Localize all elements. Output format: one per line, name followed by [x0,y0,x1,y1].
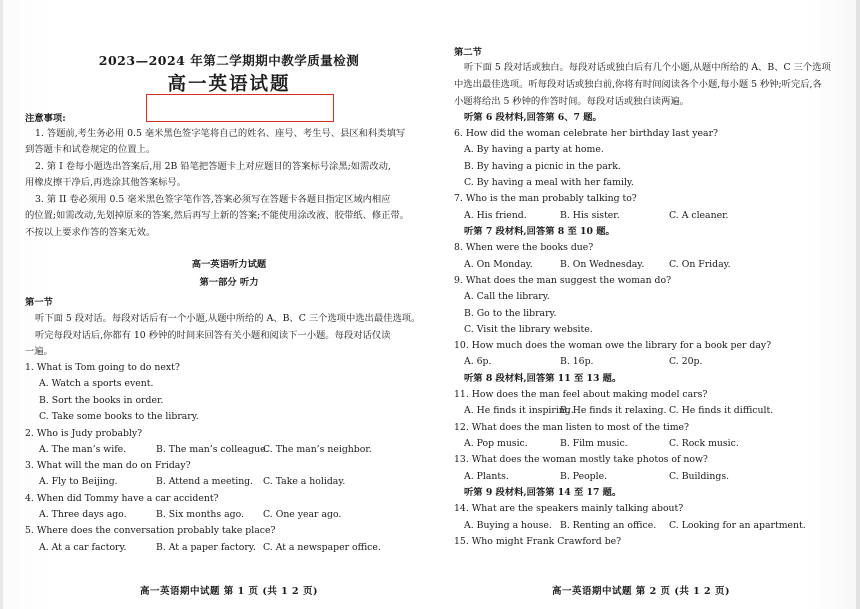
notice-line: 到答题卡和试卷规定的位置上。 [25,144,156,155]
question-5: 5. Where does the conversation probably take place? [25,525,276,536]
option: B. Attend a meeting. [156,476,254,487]
option: C. Rock music. [669,438,739,449]
question-2: 2. Who is Judy probably? [25,428,143,439]
notice-header: 注意事项: [25,113,66,124]
option: B. His sister. [560,210,620,221]
scan-edge-right [856,0,860,609]
question-9: 9. What does the man suggest the woman do? [454,275,672,286]
option: B. Renting an office. [560,520,657,531]
notice-line: 不按以上要求作答的答案无效。 [25,227,156,238]
material-7-label: 听第 7 段材料,回答第 8 至 10 题。 [464,226,615,237]
option: C. He finds it difficult. [669,405,774,416]
question-7: 7. Who is the man probably talking to? [454,193,637,204]
material-9-label: 听第 9 段材料,回答第 14 至 17 题。 [464,487,622,498]
option: A. He finds it inspiring. [464,405,574,416]
question-8: 8. When were the books due? [454,242,594,253]
option: B. He finds it relaxing. [560,405,667,416]
question-14: 14. What are the speakers mainly talking about? [454,503,684,514]
option: B. Go to the library. [464,308,557,319]
option: B. Six months ago. [156,509,245,520]
page-footer-2: 高一英语期中试题 第 2 页 (共 1 2 页) [552,586,730,597]
notice-line: 1. 答题前,考生务必用 0.5 毫米黑色签字笔将自己的姓名、座号、考生号、县区和科类填写 [35,128,406,139]
question-12: 12. What does the man listen to most of the time? [454,422,690,433]
question-6: 6. How did the woman celebrate her birthday last year? [454,128,719,139]
instruction-line: 小题将给出 5 秒钟的作答时间。每段对话或独白读两遍。 [454,96,689,107]
option: C. Visit the library website. [464,324,593,335]
option: B. On Wednesday. [560,259,645,270]
question-4: 4. When did Tommy have a car accident? [25,493,219,504]
option: A. Fly to Beijing. [39,476,118,487]
question-1: 1. What is Tom going to do next? [25,362,180,373]
scan-edge-left [0,0,3,609]
material-6-label: 听第 6 段材料,回答第 6、7 题。 [464,112,602,123]
option: A. Three days ago. [39,509,127,520]
question-13: 13. What does the woman mostly take photos of now? [454,454,708,465]
option: C. Buildings. [669,471,730,482]
instruction-line: 听下面 5 段对话。每段对话后有一个小题,从题中所给的 A、B、C 三个选项中选出最佳选项。 [35,313,421,324]
option: B. At a paper factory. [156,542,256,553]
question-11: 11. How does the man feel about making model cars? [454,389,708,400]
option: C. Take some books to the library. [39,411,199,422]
option: A. His friend. [464,210,527,221]
listening-title: 高一英语听力试题 [191,259,267,270]
option: B. People. [560,471,608,482]
option: A. Pop music. [464,438,528,449]
question-15: 15. Who might Frank Crawford be? [454,536,622,547]
notice-line: 3. 第 II 卷必须用 0.5 毫米黑色签字笔作答,答案必须写在答题卡各题目指定区域内相应 [35,194,391,205]
instruction-line: 中选出最佳选项。听每段对话或独白前,你将有时间阅读各个小题,每小题 5 秒钟;听完后,各 [454,79,822,90]
option: C. 20p. [669,356,703,367]
option: A. By having a party at home. [464,144,604,155]
option: A. Call the library. [464,291,550,302]
notice-line: 2. 第 I 卷每小题选出答案后,用 2B 铅笔把答题卡上对应题目的答案标号涂黑;如需改动, [35,161,391,172]
option: B. Film music. [560,438,628,449]
option: A. Buying a house. [464,520,552,531]
notice-line: 的位置;如需改动,先划掉原来的答案,然后再写上新的答案;不能使用涂改液、胶带纸、修正带。 [25,210,410,221]
instruction-line: 听完每段对话后,你都有 10 秒钟的时间来回答有关小题和阅读下一小题。每段对话仅读 [35,330,391,341]
option: C. On Friday. [669,259,731,270]
section1-label: 第一节 [25,297,53,308]
notice-line: 用橡皮擦干净后,再选涂其他答案标号。 [25,177,187,188]
option: C. A cleaner. [669,210,729,221]
option: C. Looking for an apartment. [669,520,806,531]
question-3: 3. What will the man do on Friday? [25,460,191,471]
option: A. At a car factory. [39,542,127,553]
option: A. 6p. [464,356,492,367]
part1-title: 第一部分 听力 [199,277,259,288]
question-10: 10. How much does the woman owe the library for a book per day? [454,340,772,351]
option: A. Watch a sports event. [39,378,154,389]
option: B. 16p. [560,356,594,367]
option: C. By having a meal with her family. [464,177,634,188]
red-box-mark [146,94,334,122]
option: B. By having a picnic in the park. [464,161,621,172]
instruction-line: 听下面 5 段对话或独白。每段对话或独白后有几个小题,从题中所给的 A、B、C 三个选项 [464,62,831,73]
subject-title: 高一英语试题 [167,74,291,95]
exam-title: 2023—2024 年第二学期期中教学质量检测 [98,53,360,68]
option: A. The man’s wife. [39,444,127,455]
section2-label: 第二节 [454,47,482,58]
option: B. Sort the books in order. [39,395,164,406]
option: C. At a newspaper office. [263,542,381,553]
instruction-line: 一遍。 [25,346,53,357]
option: C. The man’s neighbor. [263,444,372,455]
option: B. The man’s colleague. [156,444,269,455]
material-8-label: 听第 8 段材料,回答第 11 至 13 题。 [464,373,622,384]
option: C. One year ago. [263,509,342,520]
option: C. Take a holiday. [263,476,346,487]
option: A. Plants. [464,471,509,482]
page-footer-1: 高一英语期中试题 第 1 页 (共 1 2 页) [140,586,318,597]
option: A. On Monday. [464,259,533,270]
